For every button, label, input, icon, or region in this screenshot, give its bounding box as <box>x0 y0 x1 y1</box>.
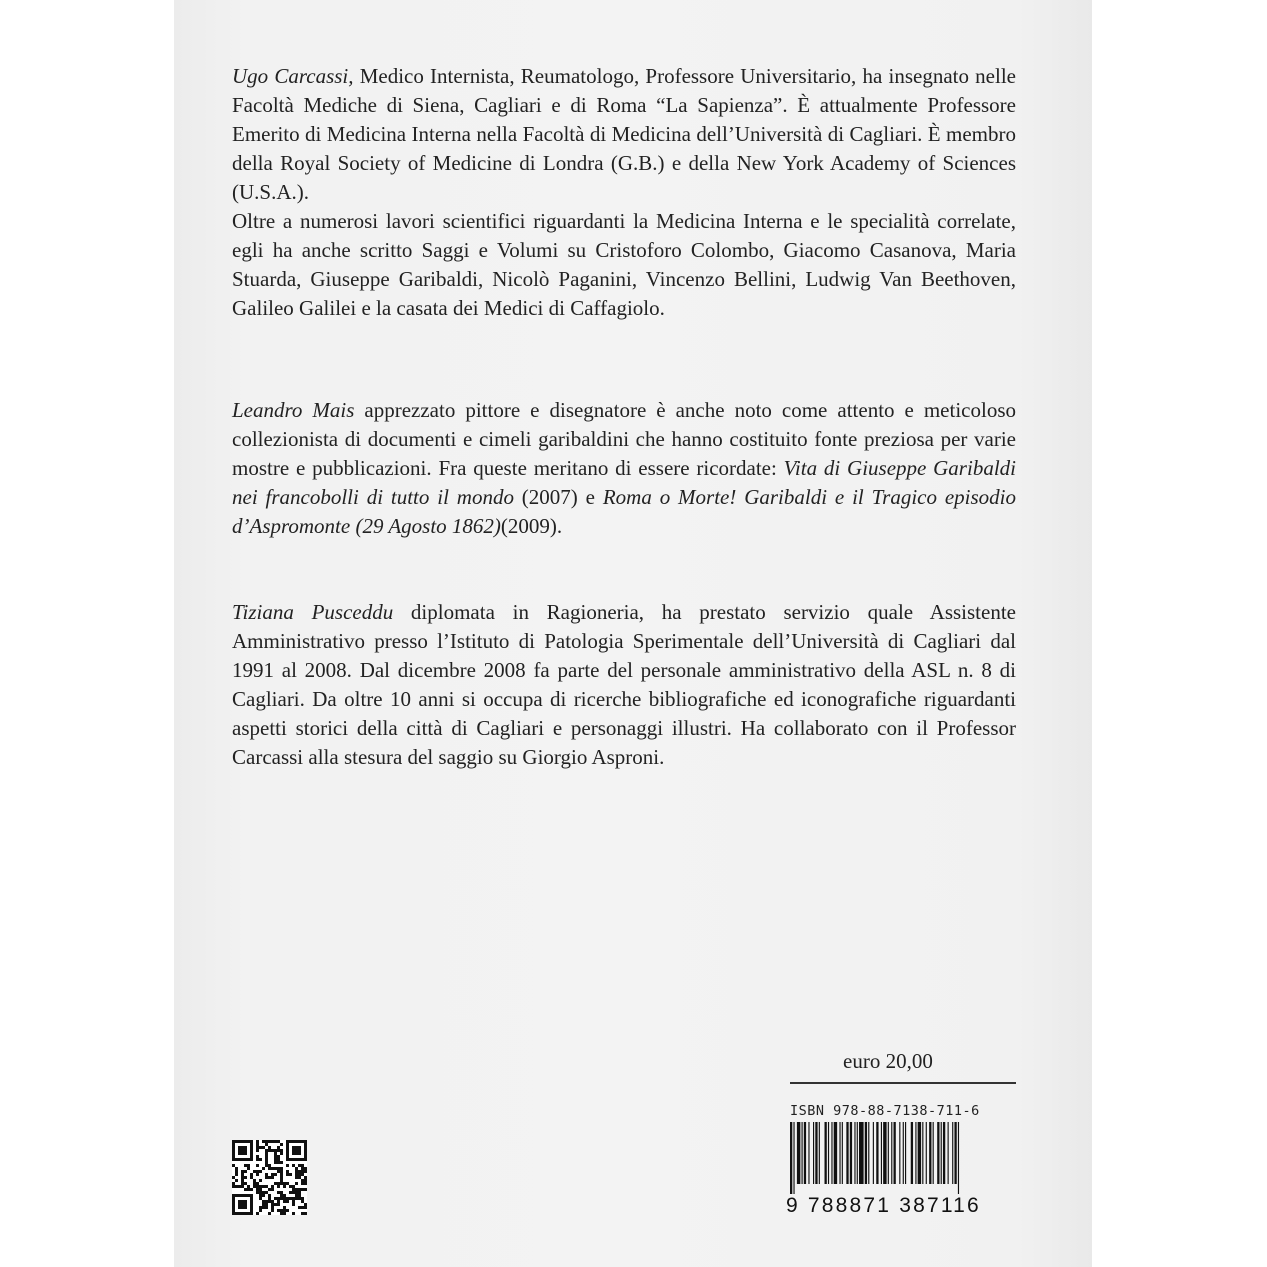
barcode-icon <box>790 1122 1016 1194</box>
bio-mais-text: apprezzato pittore e disegnatore è anche noto come attento e meticoloso collezionista di documenti e cimeli garibaldini che hanno costituito fonte preziosa per varie mostre e pubblicazioni. Fra queste meritano di essere ricordate: <box>232 398 1016 480</box>
work-year-1: (2007) e <box>513 485 603 509</box>
work-title-1: Vita di Giuseppe Garibaldi nei francobolli di tutto il mondo <box>232 456 1016 509</box>
bio-pusceddu-text: diplomata in Ragioneria, ha prestato servizio quale Assistente Amministrativo presso l’Istituto di Patologia Sperimentale dell’Università di Cagliari dal 1991 al 2008. Dal dicembre 2008 fa parte del personale amministrativo della ASL n. 8 di Cagliari. Da oltre 10 anni si occupa di ricerche bibliografiche ed iconografiche riguardanti aspetti storici della città di Cagliari e personaggi illustri. Ha collaborato con il Professor Carcassi alla stesura del saggio su Giorgio Asproni. <box>232 600 1016 769</box>
price-divider <box>790 1082 1016 1084</box>
bio-pusceddu <box>232 598 1016 772</box>
isbn-label: ISBN 978-88-7138-711-6 <box>790 1103 980 1119</box>
bio-carcassi <box>232 62 1016 207</box>
work-title-2: Roma o Morte! Garibaldi e il Tragico episodio d’Aspromonte (29 Agosto 1862) <box>232 485 1016 538</box>
work-year-2: (2009). <box>500 514 563 538</box>
bio-carcassi-text: Medico Internista, Reumatologo, Professore Universitario, ha insegnato nelle Facoltà Mediche di Siena, Cagliari e di Roma “La Sapienza”. È attualmente Professore Emerito di Medicina Interna nella Facoltà di Medicina dell’Università di Cagliari. È membro della Royal Society of Medicine di Londra (G.B.) e della New York Academy of Sciences (U.S.A.). <box>232 64 1016 204</box>
ean-digits: 9 788871 387116 <box>786 1194 981 1217</box>
qr-code-icon <box>232 1140 307 1215</box>
author-name-mais: Leandro Mais <box>232 398 355 422</box>
bio-carcassi-works: Oltre a numerosi lavori scientifici riguardanti la Medicina Interna e le specialità correlate, egli ha anche scritto Saggi e Volumi su Cristoforo Colombo, Giacomo Casanova, Maria Stuarda, Giuseppe Garibaldi, Nicolò Paganini, Vincenzo Bellini, Ludwig Van Beethoven, Galileo Galilei e la casata dei Medici di Caffagiolo. <box>232 209 1016 320</box>
price-label: euro 20,00 <box>843 1049 933 1073</box>
bio-mais <box>232 396 1016 541</box>
author-name-pusceddu: Tiziana Pusceddu <box>232 600 394 624</box>
author-name-carcassi: Ugo Carcassi, <box>232 64 354 88</box>
